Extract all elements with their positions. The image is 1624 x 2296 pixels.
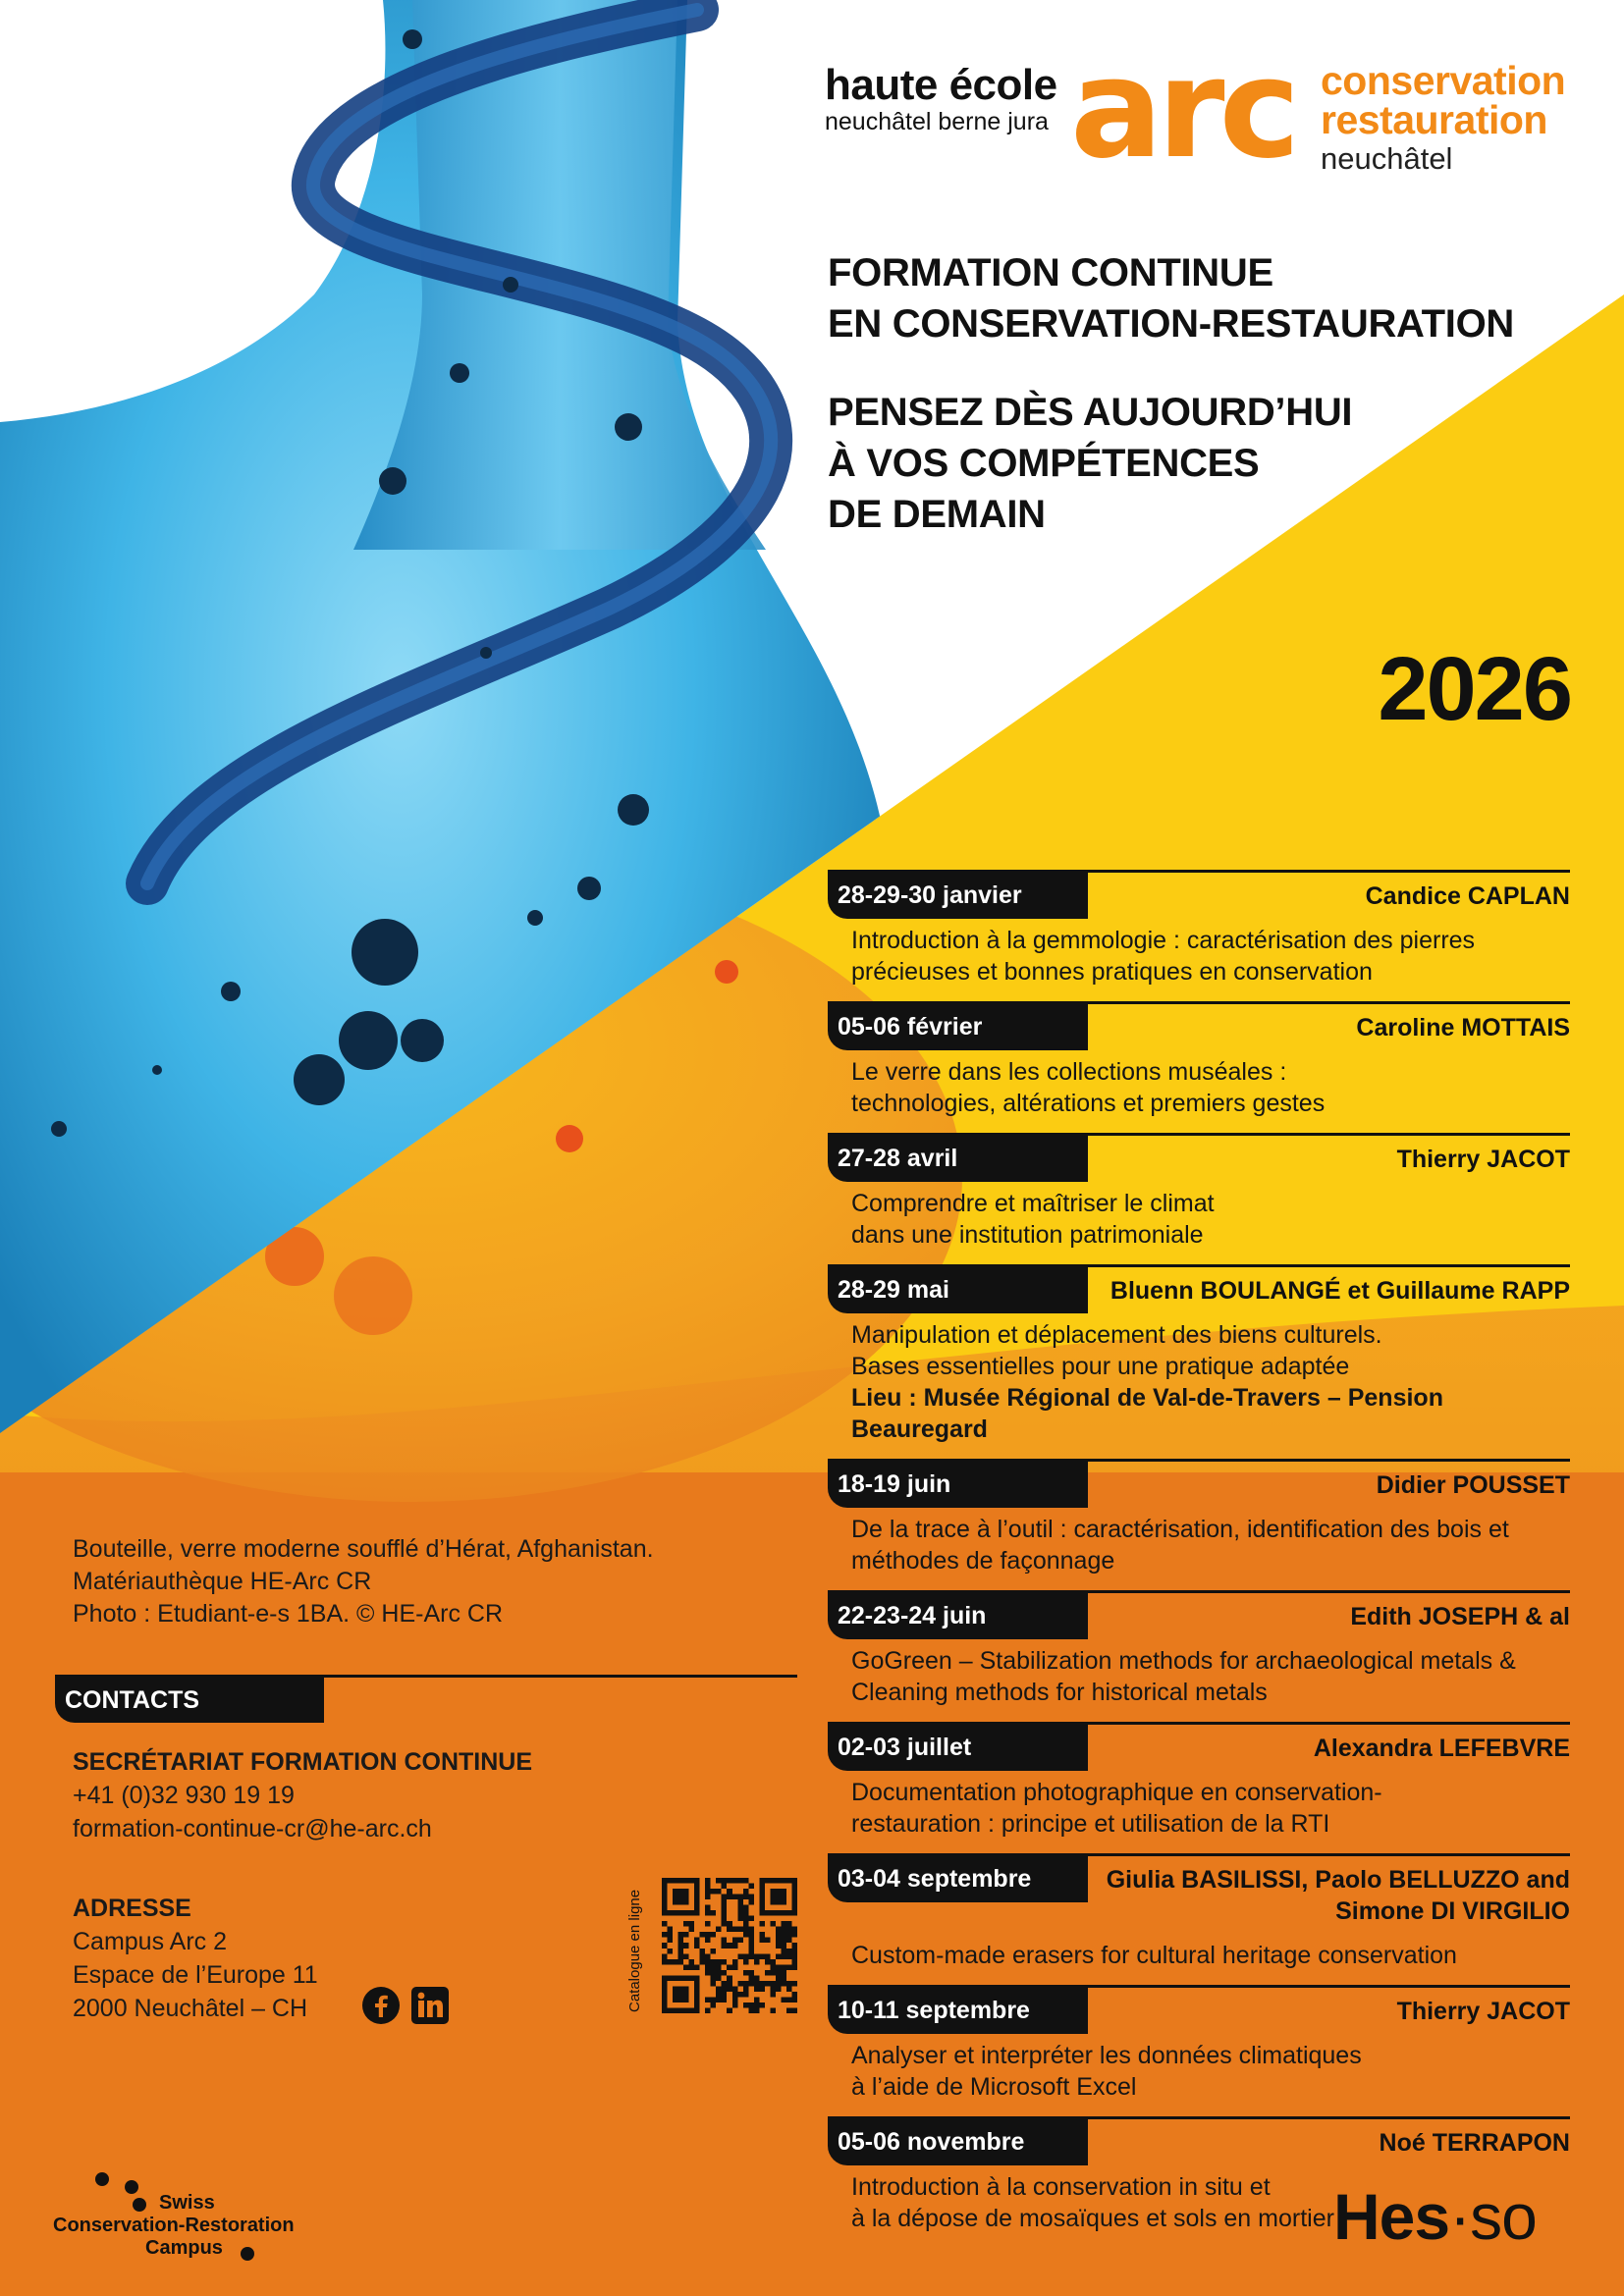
- course-description: [828, 925, 1570, 988]
- tagline-line-2: À VOS COMPÉTENCES: [828, 442, 1260, 485]
- course-description-line: Introduction à la conservation in situ et: [851, 2173, 1271, 2201]
- hes-so-logo: [1333, 2179, 1537, 2254]
- caption-line-3: Photo : Etudiant-e-s 1BA. © HE-Arc CR: [73, 1600, 504, 1628]
- course-description: [828, 1514, 1570, 1576]
- course-description-line: à l’aide de Microsoft Excel: [851, 2073, 1137, 2101]
- course-description-line: Comprendre et maîtriser le climat: [851, 1190, 1215, 1217]
- course-date: 28-29-30 janvier: [828, 873, 1088, 919]
- course-description-line: à la dépose de mosaïques et sols en mortier: [851, 2205, 1334, 2232]
- course-speaker: Edith JOSEPH & al: [1350, 1603, 1570, 1630]
- course-description-line: restauration : principe et utilisation de la RTI: [851, 1810, 1330, 1838]
- course-date: 05-06 novembre: [828, 2119, 1088, 2165]
- course-description-line: dans une institution patrimoniale: [851, 1221, 1204, 1249]
- course-entry: [828, 1459, 1570, 1576]
- course-speaker: Candice CAPLAN: [1365, 882, 1570, 910]
- course-description-line: méthodes de façonnage: [851, 1547, 1115, 1575]
- course-description-line: Introduction à la gemmologie : caractérisation des pierres: [851, 927, 1476, 954]
- program-city: neuchâtel: [1321, 141, 1453, 176]
- course-date: 28-29 mai: [828, 1267, 1088, 1313]
- course-entry: [828, 1722, 1570, 1840]
- course-description-line: Documentation photographique en conservation-: [851, 1779, 1382, 1806]
- course-description: [828, 1645, 1570, 1708]
- title-line-2: EN CONSERVATION-RESTAURATION: [828, 302, 1515, 346]
- qr-code[interactable]: [662, 1878, 797, 2013]
- course-speaker: Noé TERRAPON: [1379, 2129, 1570, 2157]
- campus-line-2: Conservation-Restoration: [53, 2215, 295, 2236]
- address-block: [73, 1892, 318, 2025]
- course-entry: [828, 1985, 1570, 2103]
- course-speaker: Alexandra LEFEBVRE: [1313, 1735, 1570, 1762]
- tagline-block: [828, 387, 1352, 540]
- photo-caption: [73, 1533, 654, 1630]
- course-date: 03-04 septembre: [828, 1856, 1088, 1902]
- qr-caption: Catalogue en ligne: [626, 1889, 643, 2012]
- course-description-line: Custom-made erasers for cultural heritage conservation: [851, 1942, 1457, 1969]
- email-link[interactable]: formation-continue-cr@he-arc.ch: [73, 1815, 432, 1842]
- course-speaker: Caroline MOTTAIS: [1356, 1014, 1570, 1041]
- course-description: [828, 1319, 1570, 1445]
- course-speaker: Bluenn BOULANGÉ et Guillaume RAPP: [1110, 1277, 1570, 1305]
- linkedin-icon[interactable]: [410, 1986, 450, 2025]
- course-speaker: Didier POUSSET: [1376, 1471, 1570, 1499]
- tagline-line-3: DE DEMAIN: [828, 493, 1046, 536]
- course-date: 27-28 avril: [828, 1136, 1088, 1182]
- facebook-icon[interactable]: [361, 1986, 401, 2025]
- course-description-line: GoGreen – Stabilization methods for archaeological metals &: [851, 1647, 1516, 1675]
- hes-so-part-2: so: [1470, 2180, 1537, 2253]
- course-description: [828, 1056, 1570, 1119]
- address-label: ADRESSE: [73, 1895, 191, 1922]
- hes-so-dot: ·: [1449, 2180, 1471, 2253]
- course-entry: [828, 1853, 1570, 1971]
- course-description-line: Manipulation et déplacement des biens culturels.: [851, 1321, 1382, 1349]
- course-description: [828, 1940, 1570, 1971]
- course-entry: [828, 1264, 1570, 1445]
- course-description-line: précieuses et bonnes pratiques en conservation: [851, 958, 1373, 986]
- course-description: [828, 2040, 1570, 2103]
- course-description-line: Analyser et interpréter les données climatiques: [851, 2042, 1362, 2069]
- he-arc-logo: [825, 29, 1571, 189]
- caption-line-2: Matériauthèque HE-Arc CR: [73, 1568, 372, 1595]
- course-speaker: Thierry JACOT: [1396, 1146, 1570, 1173]
- secretariat-label: SECRÉTARIAT FORMATION CONTINUE: [73, 1748, 533, 1776]
- contacts-tab: CONTACTS: [55, 1678, 324, 1723]
- course-description-line: technologies, altérations et premiers gestes: [851, 1090, 1326, 1117]
- year: 2026: [1378, 639, 1571, 739]
- course-location: Lieu : Musée Régional de Val-de-Travers – Pension Beauregard: [851, 1384, 1443, 1443]
- address-line: 2000 Neuchâtel – CH: [73, 1995, 308, 2022]
- hes-so-part-1: Hes: [1333, 2180, 1450, 2253]
- course-date: 22-23-24 juin: [828, 1593, 1088, 1639]
- title-block: [828, 247, 1514, 349]
- arc-wordmark: arc: [1070, 29, 1295, 189]
- school-name: haute école: [825, 61, 1057, 109]
- course-entry: [828, 1133, 1570, 1251]
- swiss-campus-logo: [51, 2167, 346, 2275]
- course-description: [828, 1188, 1570, 1251]
- course-date: 05-06 février: [828, 1004, 1088, 1050]
- course-description-line: De la trace à l’outil : caractérisation, identification des bois et: [851, 1516, 1509, 1543]
- course-description-line: Cleaning methods for historical metals: [851, 1679, 1268, 1706]
- title-line-1: FORMATION CONTINUE: [828, 251, 1273, 294]
- social-links: [361, 1986, 456, 2025]
- address-line: Campus Arc 2: [73, 1928, 228, 1955]
- course-schedule: [828, 870, 1570, 2248]
- caption-line-1: Bouteille, verre moderne soufflé d’Hérat, Afghanistan.: [73, 1535, 654, 1563]
- course-date: 18-19 juin: [828, 1462, 1088, 1508]
- campus-line-1: Swiss: [159, 2192, 215, 2214]
- course-entry: [828, 1590, 1570, 1708]
- course-description-line: Le verre dans les collections muséales :: [851, 1058, 1287, 1086]
- course-entry: [828, 1001, 1570, 1119]
- phone-number[interactable]: +41 (0)32 930 19 19: [73, 1782, 295, 1809]
- program-line-2: restauration: [1321, 97, 1547, 142]
- course-date: 02-03 juillet: [828, 1725, 1088, 1771]
- course-entry: [828, 870, 1570, 988]
- tagline-line-1: PENSEZ DÈS AUJOURD’HUI: [828, 391, 1353, 434]
- course-description-line: Bases essentielles pour une pratique adaptée: [851, 1353, 1350, 1380]
- address-line: Espace de l’Europe 11: [73, 1961, 318, 1989]
- campus-line-3: Campus: [145, 2237, 223, 2259]
- course-description: [828, 1777, 1570, 1840]
- course-speaker: Giulia BASILISSI, Paolo BELLUZZO and Simone DI VIRGILIO: [1106, 1866, 1570, 1925]
- course-date: 10-11 septembre: [828, 1988, 1088, 2034]
- school-region: neuchâtel berne jura: [825, 108, 1049, 135]
- program-line-1: conservation: [1321, 58, 1566, 103]
- course-speaker: Thierry JACOT: [1396, 1998, 1570, 2025]
- secretariat-block: [73, 1745, 532, 1845]
